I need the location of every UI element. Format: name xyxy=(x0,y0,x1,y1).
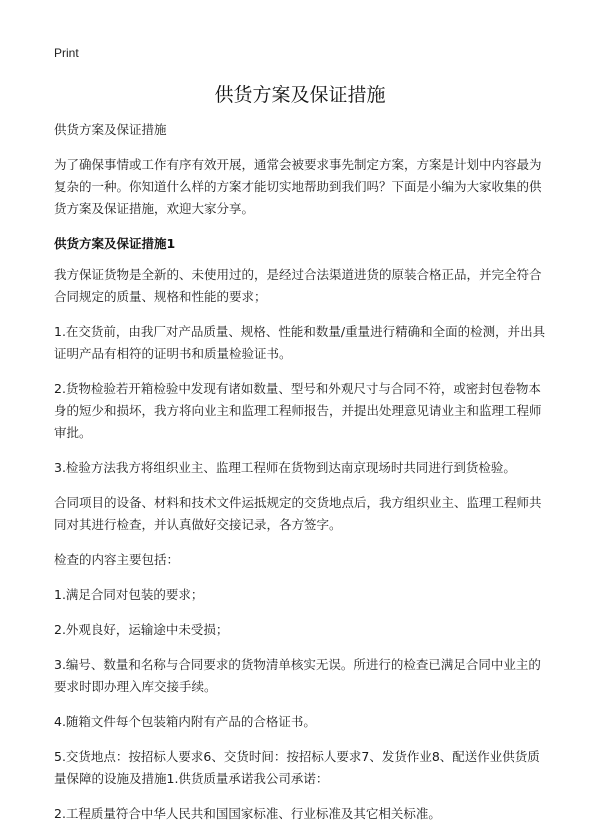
paragraph: 3.检验方法我方将组织业主、监理工程师在货物到达南京现场时共同进行到货检验。 xyxy=(54,460,516,475)
list-item: 2.外观良好，运输途中未受损； xyxy=(54,622,229,637)
list-item: 1.满足合同对包装的要求； xyxy=(54,587,204,602)
paragraph: 合同项目的设备、材料和技术文件运抵规定的交货地点后，我方组织业主、监理工程师共同对其进行检查，并认真做好交接记录，各方签字。 xyxy=(54,495,542,532)
document-body xyxy=(54,119,550,825)
paragraph: 2.货物检验若开箱检验中发现有诸如数量、型号和外观尺寸与合同不符，或密封包卷物本身的短少和损坏，我方将向业主和监理工程师报告，并提出处理意见请业主和监理工程师审批。 xyxy=(54,381,542,440)
document-subtitle: 供货方案及保证措施 xyxy=(54,122,167,137)
list-item: 5.交货地点：按招标人要求6、交货时间：按招标人要求7、发货作业8、配送作业供货质量保障的设施及措施1.供货质量承诺我公司承诺： xyxy=(54,749,540,786)
list-item: 3.编号、数量和名称与合同要求的货物清单核实无误。所进行的检查已满足合同中业主的要求时即办理入库交接手续。 xyxy=(54,657,541,694)
paragraph: 我方保证货物是全新的、未使用过的，是经过合法渠道进货的原装合格正品，并完全符合合同规定的质量、规格和性能的要求； xyxy=(54,267,542,304)
section-heading: 供货方案及保证措施1 xyxy=(54,236,176,251)
list-item: 2.工程质量符合中华人民共和国国家标准、行业标准及其它相关标准。 xyxy=(54,806,441,821)
paragraph: 1.在交货前，由我厂对产品质量、规格、性能和数量/重量进行精确和全面的检测，并出具证明产品有相符的证明书和质量检验证书。 xyxy=(54,324,546,361)
list-item: 4.随箱文件每个包装箱内附有产品的合格证书。 xyxy=(54,714,316,729)
print-label[interactable]: Print xyxy=(54,46,79,60)
paragraph: 检查的内容主要包括： xyxy=(54,552,180,567)
intro-paragraph: 为了确保事情或工作有序有效开展，通常会被要求事先制定方案，方案是计划中内容最为复杂的一种。你知道什么样的方案才能切实地帮助到我们吗？下面是小编为大家收集的供货方案及保证措施，欢迎大家分享。 xyxy=(54,157,542,216)
page-title: 供货方案及保证措施 xyxy=(214,84,386,106)
